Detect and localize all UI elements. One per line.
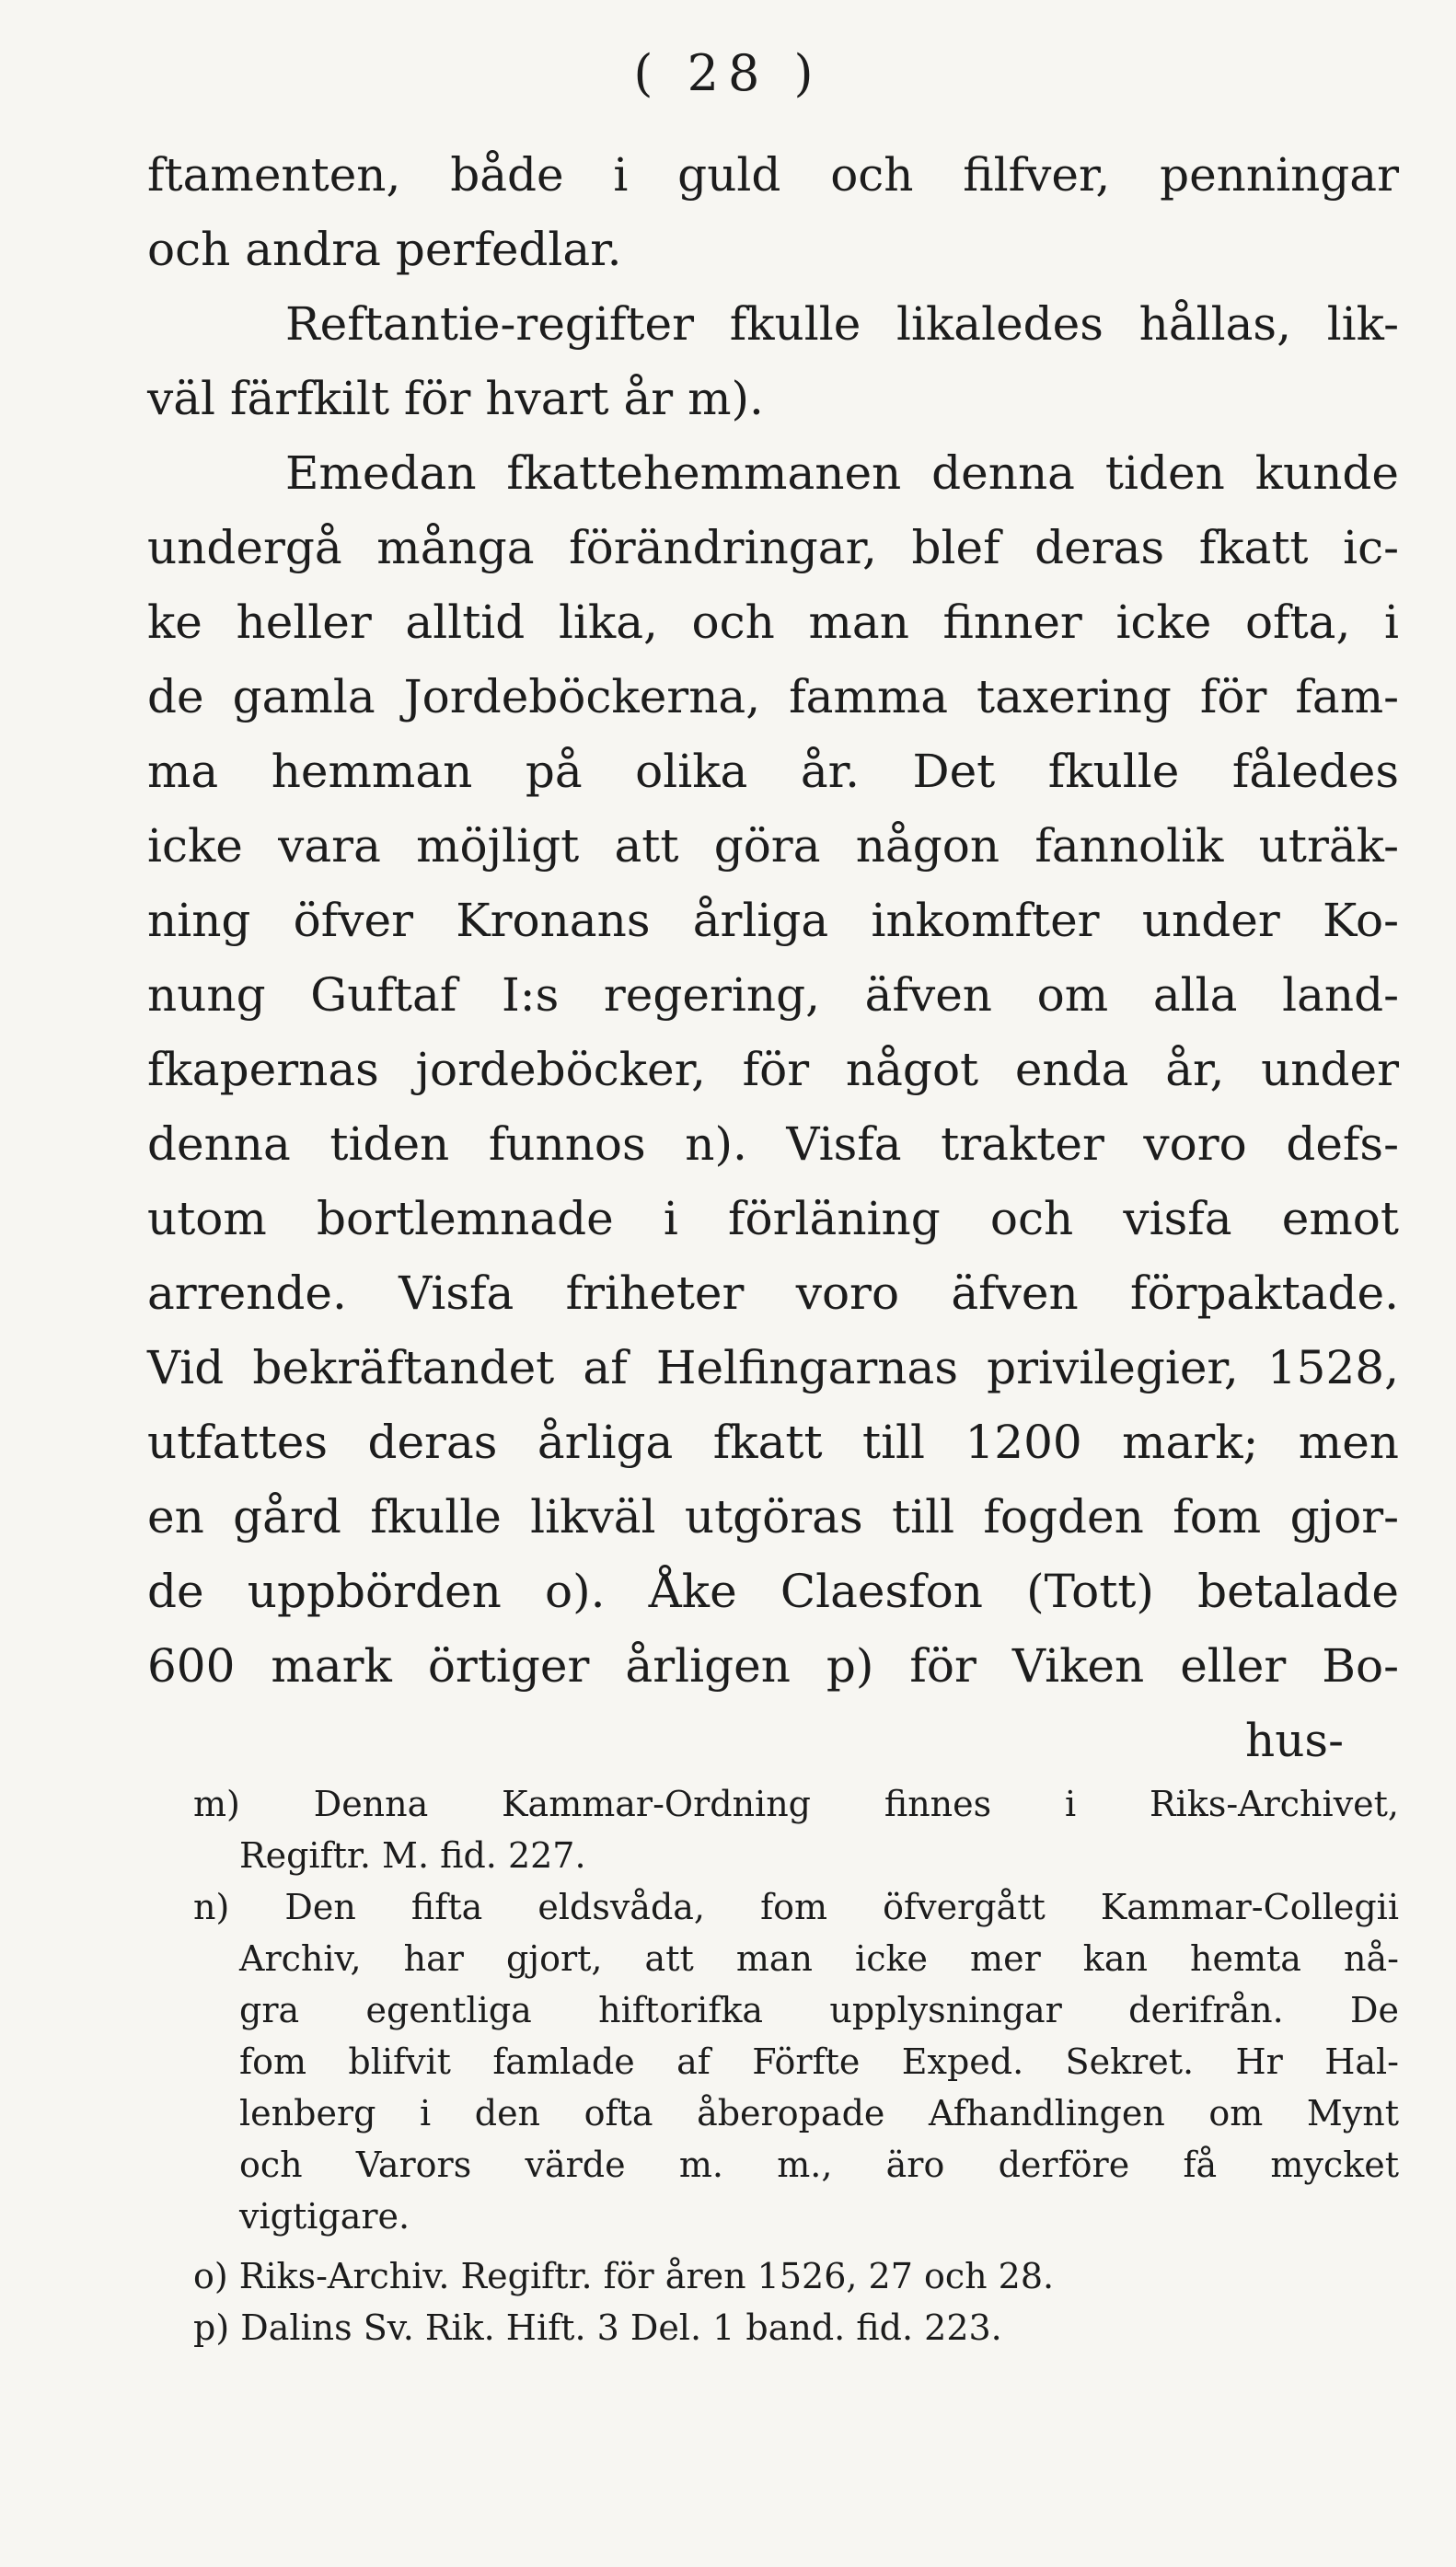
footnote-line: Regiftr. M. fid. 227.	[239, 1835, 586, 1876]
footnote-line: p) Dalins Sv. Rik. Hift. 3 Del. 1 band. fid. 223.	[193, 2307, 1002, 2348]
text-line: utfattes deras årliga fkatt till 1200 mark; men	[147, 1416, 1399, 1469]
text-line: icke vara möjligt att göra någon fannolik uträk-	[147, 819, 1399, 873]
main-text	[147, 138, 1399, 1778]
footnote-line: gra egentliga hiftorifka upplysningar derifrån. De	[239, 1990, 1399, 2030]
text-line: utom bortlemnade i förläning och visfa emot	[147, 1192, 1399, 1245]
text-line: undergå många förändringar, blef deras fkatt ic-	[147, 521, 1399, 574]
text-line: de uppbörden o). Åke Claesfon (Tott) betalade	[147, 1565, 1399, 1618]
footnotes	[147, 1778, 1399, 2353]
text-line: ma hemman på olika år. Det fkulle fåledes	[147, 745, 1399, 798]
text-line: 600 mark örtiger årligen p) för Viken eller Bo-	[147, 1639, 1399, 1693]
text-line: och andra perfedlar.	[147, 223, 622, 276]
text-line: Emedan fkattehemmanen denna tiden kunde	[285, 446, 1399, 500]
footnote-line: vigtigare.	[239, 2196, 410, 2237]
footnote-line: Archiv, har gjort, att man icke mer kan hemta nå-	[239, 1938, 1399, 1979]
text-line: Vid bekräftandet af Helfingarnas privilegier, 1528,	[147, 1341, 1399, 1394]
text-line: Reftantie-regifter fkulle likaledes hållas, lik-	[285, 297, 1399, 351]
footnote-line: o) Riks-Archiv. Regiftr. för åren 1526, 27 och 28.	[193, 2256, 1055, 2296]
footnote-line: n) Den fifta eldsvåda, fom öfvergått Kammar-Collegii	[193, 1887, 1399, 1927]
text-line: nung Guftaf I:s regering, äfven om alla land-	[147, 968, 1399, 1022]
page-number: ( 28 )	[633, 44, 823, 102]
footnote-line: m) Denna Kammar-Ordning finnes i Riks-Archivet,	[193, 1784, 1399, 1824]
text-line: hus-	[1245, 1714, 1344, 1767]
text-line: ning öfver Kronans årliga inkomfter under Ko-	[147, 894, 1399, 947]
text-line: de gamla Jordeböckerna, famma taxering för fam-	[147, 670, 1399, 723]
text-line: en gård fkulle likväl utgöras till fogden fom gjor-	[147, 1490, 1399, 1544]
text-line: denna tiden funnos n). Visfa trakter voro defs-	[147, 1117, 1399, 1171]
footnote-line: lenberg i den ofta åberopade Afhandlingen om Mynt	[239, 2093, 1399, 2133]
text-line: ke heller alltid lika, och man finner icke ofta, i	[147, 595, 1399, 649]
text-line: fkapernas jordeböcker, för något enda år, under	[147, 1043, 1399, 1096]
footnote-line: och Varors värde m. m., äro derföre få mycket	[239, 2145, 1399, 2185]
footnote-line: fom blifvit famlade af Förfte Exped. Sekret. Hr Hal-	[239, 2041, 1399, 2082]
text-line: väl färfkilt för hvart år m).	[147, 372, 764, 425]
text-line: ftamenten, både i guld och filfver, penningar	[147, 148, 1399, 202]
text-line: arrende. Visfa friheter voro äfven förpaktade.	[147, 1266, 1399, 1320]
